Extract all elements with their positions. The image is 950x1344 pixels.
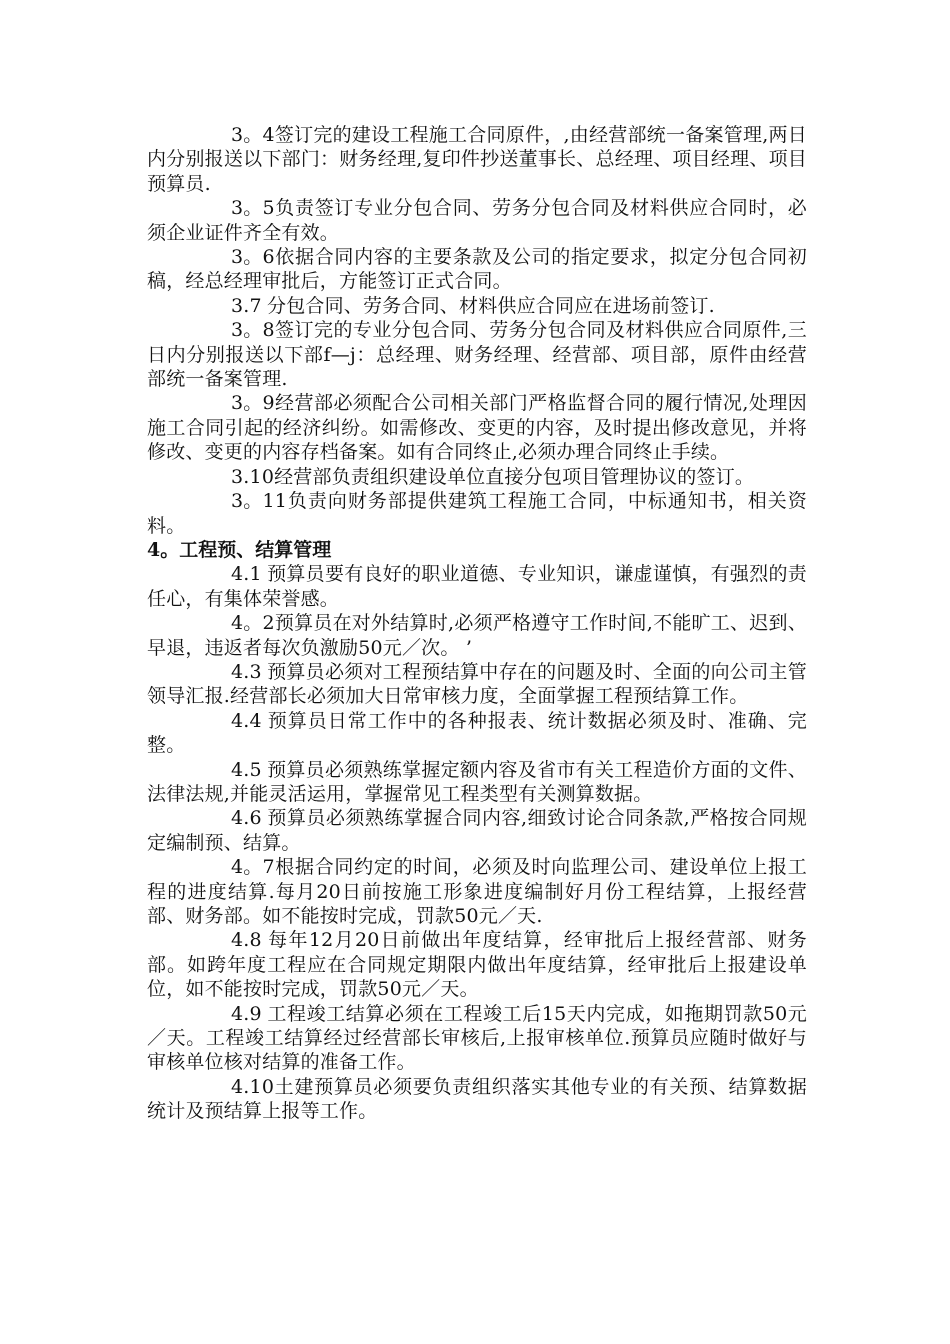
clause-text: 预算员必须熟练掌握定额内容及省市有关工程造价方面的文件、法律法规,并能灵活运用，掌握常见工程类型有关测算数据。	[147, 758, 807, 805]
clause-paragraph	[147, 318, 807, 391]
clause-paragraph	[147, 855, 807, 928]
clause-text: 土建预算员必须要负责组织落实其他专业的有关预、结算数据统计及预结算上报等工作。	[147, 1075, 807, 1123]
clause-text: 签订完的建设工程施工合同原件，,由经营部统一备案管理,两日内分别报送以下部门：财务经理,复印件抄送董事长、总经理、项目经理、项目预算员.	[147, 124, 807, 195]
clause-number: 4。7	[231, 856, 275, 879]
document-page	[147, 123, 807, 1124]
clause-text: 经营部必须配合公司相关部门严格监督合同的履行情况,处理因施工合同引起的经济纠纷。如需修改、变更的内容，及时提出修改意见，并将修改、变更的内容存档备案。如有合同终止,必须办理合同终止手续。	[147, 392, 807, 464]
clause-paragraph	[147, 294, 807, 318]
clause-number: 3.7	[231, 294, 262, 317]
clause-number: 3。11	[231, 490, 288, 513]
clause-text: 负责签订专业分包合同、劳务分包合同及材料供应合同时，必须企业证件齐全有效。	[147, 197, 807, 244]
clause-number: 3。5	[231, 197, 275, 220]
clause-number: 4.8	[231, 929, 262, 952]
clause-number: 4。2	[231, 612, 275, 635]
clause-number: 4.6	[231, 807, 262, 830]
clause-text: 预算员在对外结算时,必须严格遵守工作时间,不能旷工、迟到、早退，违返者每次负激励50元／次。 ’	[147, 612, 807, 659]
clause-paragraph	[147, 196, 807, 245]
clause-paragraph	[147, 660, 807, 709]
clause-text: 预算员必须熟练掌握合同内容,细致讨论合同条款,严格按合同规定编制预、结算。	[147, 807, 807, 854]
clause-paragraph	[147, 1075, 807, 1124]
clause-number: 3。4	[231, 124, 275, 146]
clause-number: 3。8	[231, 319, 275, 342]
clause-paragraph	[147, 611, 807, 660]
clause-text: 预算员必须对工程预结算中存在的问题及时、全面的向公司主管领导汇报.经营部长必须加大日常审核力度，全面掌握工程预结算工作。	[147, 660, 807, 708]
clause-paragraph	[147, 465, 807, 489]
clause-number: 4.1	[231, 563, 262, 586]
clause-number: 3.10	[231, 465, 275, 488]
clause-number: 4.4	[231, 709, 262, 732]
clause-paragraph	[147, 245, 807, 294]
clause-text: 依据合同内容的主要条款及公司的指定要求，拟定分包合同初稿，经总经理审批后，方能签订正式合同。	[147, 246, 807, 293]
clause-paragraph	[147, 758, 807, 807]
clause-number: 4.9	[231, 1002, 262, 1025]
clause-paragraph	[147, 709, 807, 758]
clause-text: 每年12月20日前做出年度结算，经审批后上报经营部、财务部。如跨年度工程应在合同规定期限内做出年度结算，经审批后上报建设单位，如不能按时完成，罚款50元／天。	[147, 929, 807, 1001]
clause-paragraph	[147, 1002, 807, 1075]
clause-text: 分包合同、劳务合同、材料供应合同应在进场前签订.	[267, 294, 715, 317]
clause-paragraph	[147, 391, 807, 464]
clause-text: 负责向财务部提供建筑工程施工合同，中标通知书，相关资料。	[147, 490, 807, 537]
clause-number: 4.5	[231, 758, 262, 781]
clause-text: 工程竣工结算必须在工程竣工后15天内完成，如拖期罚款50元／天。工程竣工结算经过经营部长审核后,上报审核单位.预算员应随时做好与审核单位核对结算的准备工作。	[147, 1002, 807, 1074]
clause-text: 预算员要有良好的职业道德、专业知识，谦虚谨慎，有强烈的责任心，有集体荣誉感。	[147, 563, 807, 610]
clause-text: 经营部负责组织建设单位直接分包项目管理协议的签订。	[274, 465, 755, 488]
clause-paragraph	[147, 123, 807, 196]
clause-number: 3。6	[231, 246, 275, 269]
section-heading: 4。工程预、结算管理	[147, 538, 332, 561]
clause-text: 根据合同约定的时间，必须及时向监理公司、建设单位上报工程的进度结算.每月20日前按施工形象进度编制好月份工程结算，上报经营部、财务部。如不能按时完成，罚款50元／天.	[147, 856, 807, 927]
clause-paragraph	[147, 928, 807, 1001]
clause-text: 签订完的专业分包合同、劳务分包合同及材料供应合同原件,三日内分别报送以下部f—j：总经理、财务经理、经营部、项目部，原件由经营部统一备案管理.	[147, 319, 807, 391]
clause-paragraph	[147, 562, 807, 611]
clause-number: 3。9	[231, 392, 275, 415]
clause-paragraph	[147, 489, 807, 538]
clause-paragraph	[147, 806, 807, 855]
clause-number: 4.10	[231, 1075, 275, 1098]
clause-number: 4.3	[231, 660, 262, 683]
clause-text: 预算员日常工作中的各种报表、统计数据必须及时、准确、完整。	[147, 709, 807, 757]
